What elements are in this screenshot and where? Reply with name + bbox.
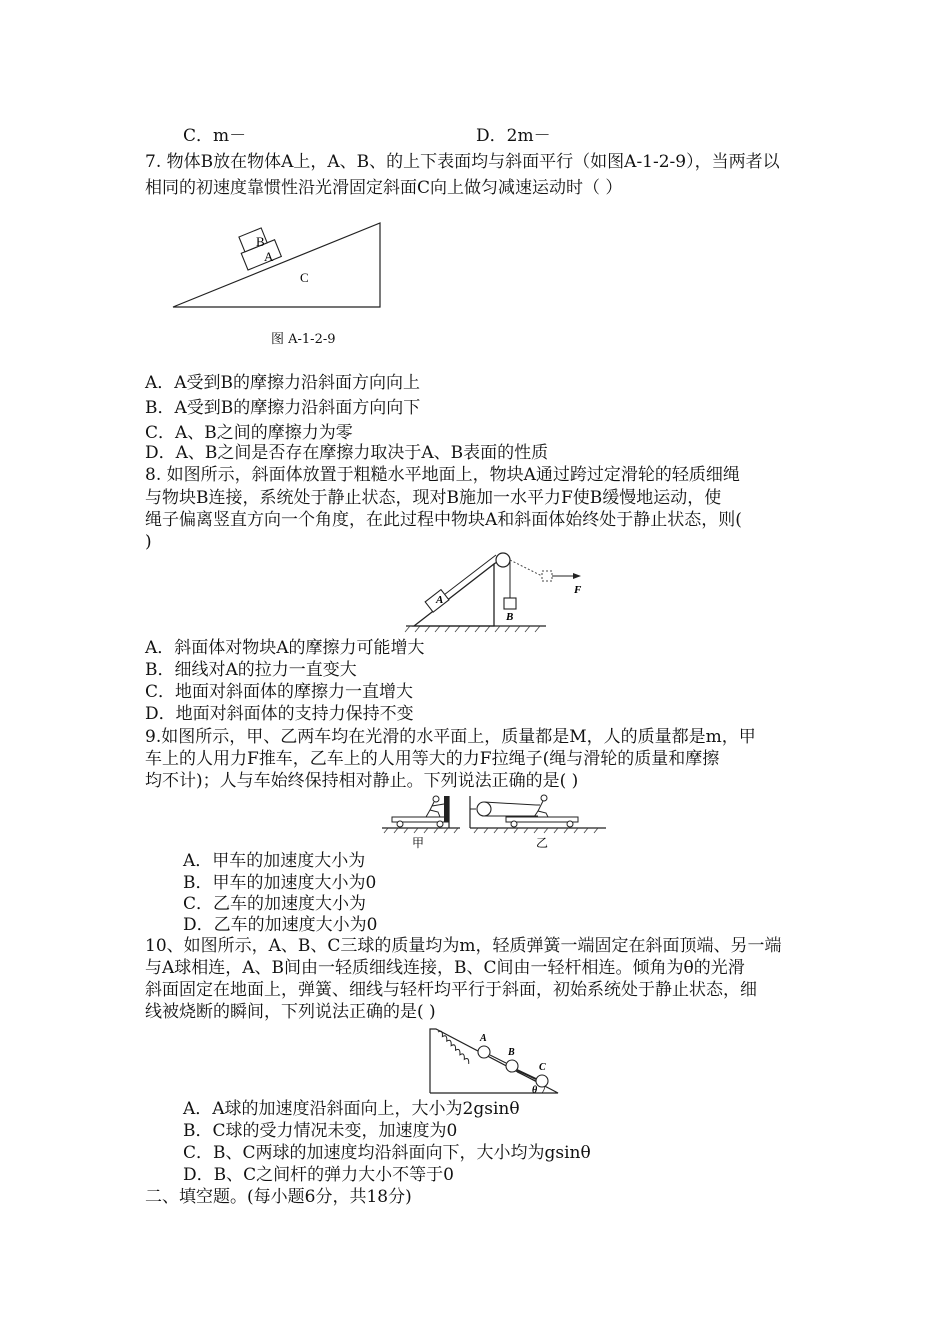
q8-option-d: D．地面对斜面体的支持力保持不变: [145, 704, 414, 724]
label-theta: θ: [532, 1085, 538, 1096]
q10-option-c: C．B、C两球的加速度均沿斜面向下，大小均为gsinθ: [183, 1143, 591, 1163]
q10-stem-line-1: 10、如图所示，A、B、C三球的质量均为m，轻质弹簧一端固定在斜面顶端、另一端: [145, 936, 782, 956]
label-c: C: [300, 270, 309, 285]
q8-option-c: C．地面对斜面体的摩擦力一直增大: [145, 682, 414, 702]
q9-stem-line-2: 车上的人用力F推车，乙车上的人用等大的力F拉绳子(绳与滑轮的质量和摩擦: [145, 749, 720, 769]
q9-option-b: B．甲车的加速度大小为0: [183, 873, 377, 893]
label-a: A: [480, 1033, 487, 1044]
force-f-arrow: [573, 573, 581, 579]
q6-option-c: C．m－: [183, 126, 247, 146]
incline-c: [173, 223, 380, 307]
q8-figure: [400, 548, 590, 634]
q7-option-d: D．A、B之间是否存在摩擦力取决于A、B表面的性质: [145, 443, 549, 463]
q8-option-a: A．斜面体对物块A的摩擦力可能增大: [145, 638, 425, 658]
q10-option-d: D．B、C之间杆的弹力大小不等于0: [183, 1165, 454, 1185]
q8-option-b: B．细线对A的拉力一直变大: [145, 660, 357, 680]
q9-option-c: C．乙车的加速度大小为: [183, 894, 367, 914]
person-jia-head: [433, 796, 439, 802]
q7-option-c: C．A、B之间的摩擦力为零: [145, 423, 353, 443]
label-b: B: [506, 611, 514, 623]
q7-stem-line-2: 相同的初速度靠惯性沿光滑固定斜面C向上做匀减速运动时（ ）: [145, 178, 623, 198]
ball-b: [506, 1060, 518, 1072]
q9-figure: [378, 792, 610, 850]
label-yi: 乙: [536, 836, 549, 850]
q9-option-d: D．乙车的加速度大小为0: [183, 915, 378, 935]
label-c: C: [539, 1062, 546, 1073]
label-a: A: [436, 594, 444, 606]
q9-option-a: A．甲车的加速度大小为: [183, 851, 366, 871]
q7-figure-caption: 图 A-1-2-9: [271, 332, 336, 347]
rope-to-a: [440, 555, 496, 598]
label-a: A: [264, 249, 274, 264]
person-jia-body: [426, 802, 444, 817]
person-yi-head: [541, 795, 547, 801]
pulley-yi: [477, 802, 491, 816]
label-b: B: [256, 234, 265, 249]
cart-yi: [506, 817, 578, 822]
q9-stem-line-1: 9.如图所示，甲、乙两车均在光滑的水平面上，质量都是M，人的质量都是m，甲: [145, 727, 756, 747]
ball-a: [478, 1046, 490, 1058]
q8-stem-line-4: ): [145, 532, 152, 552]
person-yi-body: [534, 801, 548, 817]
block-b: [504, 598, 516, 609]
q8-stem-line-1: 8. 如图所示，斜面体放置于粗糙水平地面上，物块A通过跨过定滑轮的轻质细绳: [145, 465, 740, 485]
q7-option-b: B．A受到B的摩擦力沿斜面方向向下: [145, 398, 421, 418]
q6-option-d: D．2m－: [476, 126, 551, 146]
slope-body: [414, 564, 494, 626]
q10-stem-line-2: 与A球相连，A、B间由一轻质细线连接，B、C间由一轻杆相连。倾角为θ的光滑: [145, 958, 745, 978]
rod-bc: [517, 1070, 536, 1079]
pulley: [496, 553, 510, 567]
block-b-moved: [542, 571, 552, 581]
ball-c: [536, 1075, 548, 1087]
q10-stem-line-3: 斜面固定在地面上，弹簧、细线与轻杆均平行于斜面，初始系统处于静止状态，细: [145, 980, 757, 1000]
label-b: B: [508, 1047, 515, 1058]
q7-stem-line-1: 7. 物体B放在物体A上，A、B、的上下表面均与斜面平行（如图A-1-2-9），当两者以: [145, 152, 780, 172]
q10-stem-line-4: 线被烧断的瞬间，下列说法正确的是( ): [145, 1002, 436, 1022]
q7-figure: [168, 218, 388, 313]
q10-option-b: B．C球的受力情况未变，加速度为0: [183, 1121, 458, 1141]
q9-stem-line-3: 均不计)；人与车始终保持相对静止。下列说法正确的是( ): [145, 771, 579, 791]
label-f: F: [574, 584, 582, 596]
wall-jia: [444, 796, 449, 822]
rope-yi-top: [484, 802, 536, 805]
section-2-heading: 二、填空题。(每小题6分，共18分): [145, 1187, 412, 1207]
q8-stem-line-2: 与物块B连接，系统处于静止状态，现对B施加一水平力F使B缓慢地运动，使: [145, 488, 722, 508]
q7-option-a: A．A受到B的摩擦力沿斜面方向向上: [145, 373, 421, 393]
q10-figure: [424, 1023, 564, 1097]
label-jia: 甲: [412, 836, 425, 850]
q10-option-a: A．A球的加速度沿斜面向上，大小为2gsinθ: [183, 1099, 520, 1119]
q8-stem-line-3: 绳子偏离竖直方向一个角度，在此过程中物块A和斜面体始终处于静止状态，则(: [145, 510, 742, 530]
